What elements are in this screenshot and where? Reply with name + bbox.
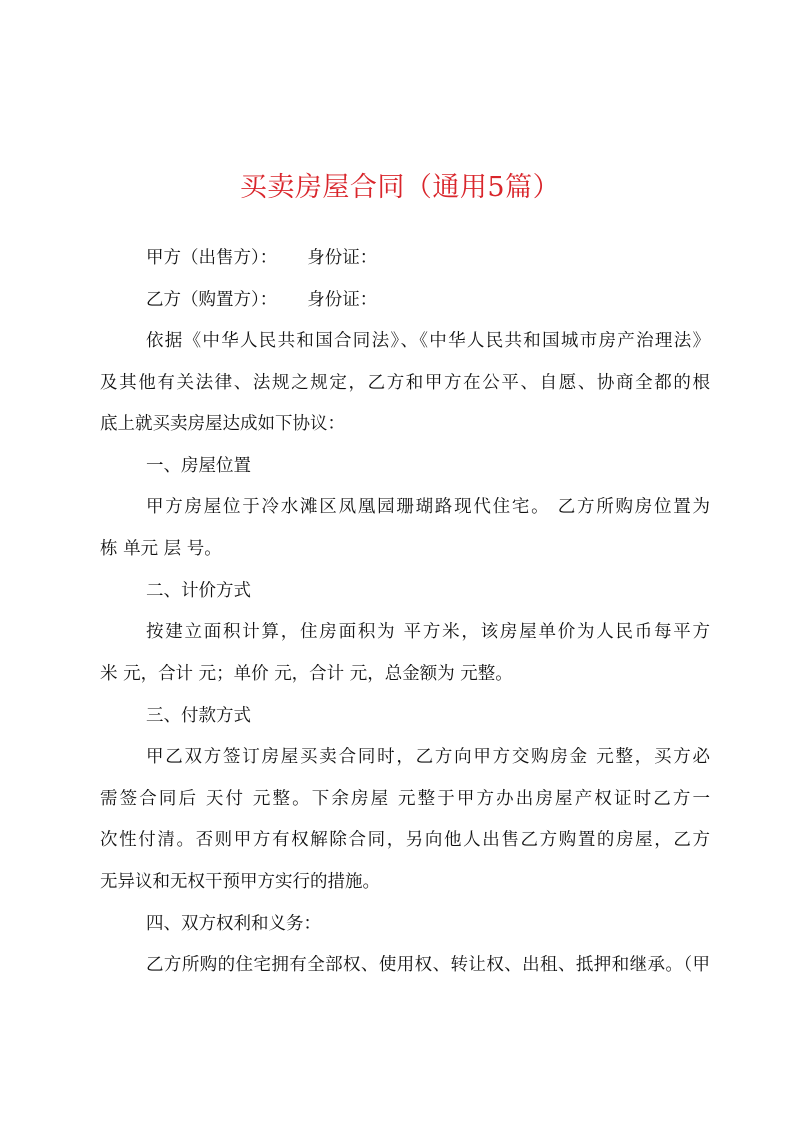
party-b-id-label: 身份证： [307, 290, 378, 310]
intro-line-3: 底上就买卖房屋达成如下协议： [100, 414, 345, 434]
section-2-heading: 二、计价方式 [146, 581, 251, 601]
party-a-line [146, 244, 710, 272]
section-3-line-1: 甲乙双方签订房屋买卖合同时，乙方向甲方交购房金 元整，买方必 [146, 747, 710, 767]
section-1-line-1: 甲方房屋位于冷水滩区凤凰园珊瑚路现代住宅。 乙方所购房位置为 [146, 497, 710, 517]
section-1-heading: 一、房屋位置 [146, 456, 251, 476]
party-a-id-label: 身份证： [307, 248, 378, 268]
intro-line-1: 依据《中华人民共和国合同法》、《中华人民共和国城市房产治理法》 [146, 331, 710, 351]
document-title: 买卖房屋合同（通用5篇） [239, 172, 561, 203]
section-4-heading: 四、双方权利和义务： [146, 914, 321, 934]
section-3-line-3: 次性付清。否则甲方有权解除合同，另向他人出售乙方购置的房屋，乙方 [100, 830, 710, 850]
section-3-heading: 三、付款方式 [146, 706, 251, 726]
section-4-line-1: 乙方所购的住宅拥有全部权、使用权、转让权、出租、抵押和继承。（甲 [146, 955, 710, 975]
party-a-label: 甲方（出售方）： [146, 248, 278, 268]
section-2-line-1: 按建立面积计算，住房面积为 平方米，该房屋单价为人民币每平方 [146, 622, 710, 642]
section-3-line-2: 需签合同后 天付 元整。下余房屋 元整于甲方办出房屋产权证时乙方一 [100, 789, 710, 809]
section-3-line-4: 无异议和无权干预甲方实行的措施。 [100, 872, 380, 892]
party-b-line [146, 286, 710, 314]
party-b-label: 乙方（购置方）： [146, 290, 278, 310]
section-2-line-2: 米 元，合计 元；单价 元，合计 元，总金额为 元整。 [100, 664, 513, 684]
section-1-line-2: 栋 单元 层 号。 [100, 539, 222, 559]
intro-line-2: 及其他有关法律、法规之规定，乙方和甲方在公平、自愿、协商全都的根 [100, 373, 710, 393]
